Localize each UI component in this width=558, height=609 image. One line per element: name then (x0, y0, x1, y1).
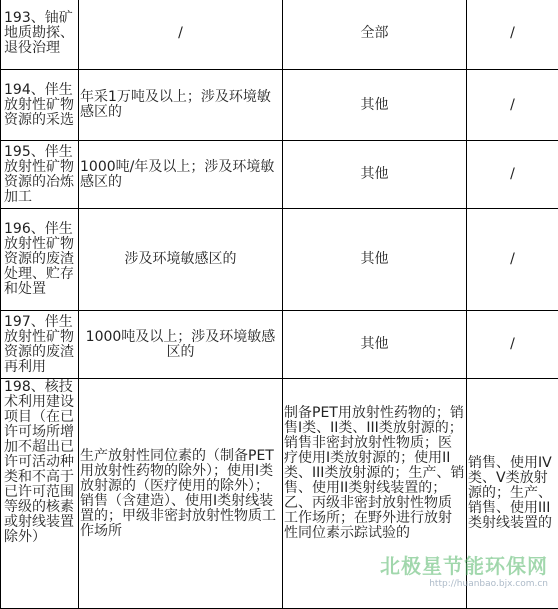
project-name-cell: 194、伴生放射性矿物资源的采选 (1, 70, 79, 141)
table-row (1, 209, 558, 311)
report-table-requirement-cell: 制备PET用放射性药物的；销售I类、II类、III类放射源的；销售非密封放射性物质；医疗使用I类放射源的；使用II类、III类放射源的；生产、销售、使用II类射线装置的；乙、丙级非密封放射性物质工作场所；在野外进行放射性同位素示踪试验的 (283, 379, 467, 609)
registration-form-cell: / (467, 0, 558, 70)
report-table-requirement-cell: 其他 (283, 70, 467, 141)
registration-form-cell: 销售、使用IV类、V类放射源的；生产、销售、使用III类射线装置的 (467, 379, 558, 609)
report-requirement-cell: 涉及环境敏感区的 (79, 209, 283, 311)
registration-form-cell: / (467, 209, 558, 311)
table-row (1, 0, 558, 70)
table-row (1, 70, 558, 141)
table-row (1, 311, 558, 379)
report-table-requirement-cell: 其他 (283, 311, 467, 379)
project-name-cell: 193、铀矿地质勘探、退役治理 (1, 0, 79, 70)
report-requirement-cell: / (79, 0, 283, 70)
project-name-cell: 195、伴生放射性矿物资源的冶炼加工 (1, 141, 79, 209)
watermark-text: 北极星节能环保网 (380, 550, 548, 579)
report-requirement-cell: 1000吨/年及以上；涉及环境敏感区的 (79, 141, 283, 209)
project-name-cell: 196、伴生放射性矿物资源的废渣处理、贮存和处置 (1, 209, 79, 311)
registration-form-cell: / (467, 311, 558, 379)
table-row (1, 141, 558, 209)
project-name-cell: 198、核技术利用建设项目（在已许可场所增加不超出已许可活动种类和不高于已许可范围等级的核素或射线装置除外） (1, 379, 79, 609)
report-table-requirement-cell: 其他 (283, 209, 467, 311)
report-requirement-cell: 1000吨及以上；涉及环境敏感区的 (79, 311, 283, 379)
report-table-requirement-cell: 其他 (283, 141, 467, 209)
report-requirement-cell: 年采1万吨及以上；涉及环境敏感区的 (79, 70, 283, 141)
report-requirement-cell: 生产放射性同位素的（制备PET用放射性药物的除外）；使用I类放射源的（医疗使用的除外）；销售（含建造）、使用I类射线装置的；甲级非密封放射性物质工作场所 (79, 379, 283, 609)
registration-form-cell: / (467, 70, 558, 141)
registration-form-cell: / (467, 141, 558, 209)
report-table-requirement-cell: 全部 (283, 0, 467, 70)
watermark-url: http://huanbao.bjx.com.cn (380, 579, 548, 589)
table-row (1, 379, 558, 609)
project-name-cell: 197、伴生放射性矿物资源的废渣再利用 (1, 311, 79, 379)
